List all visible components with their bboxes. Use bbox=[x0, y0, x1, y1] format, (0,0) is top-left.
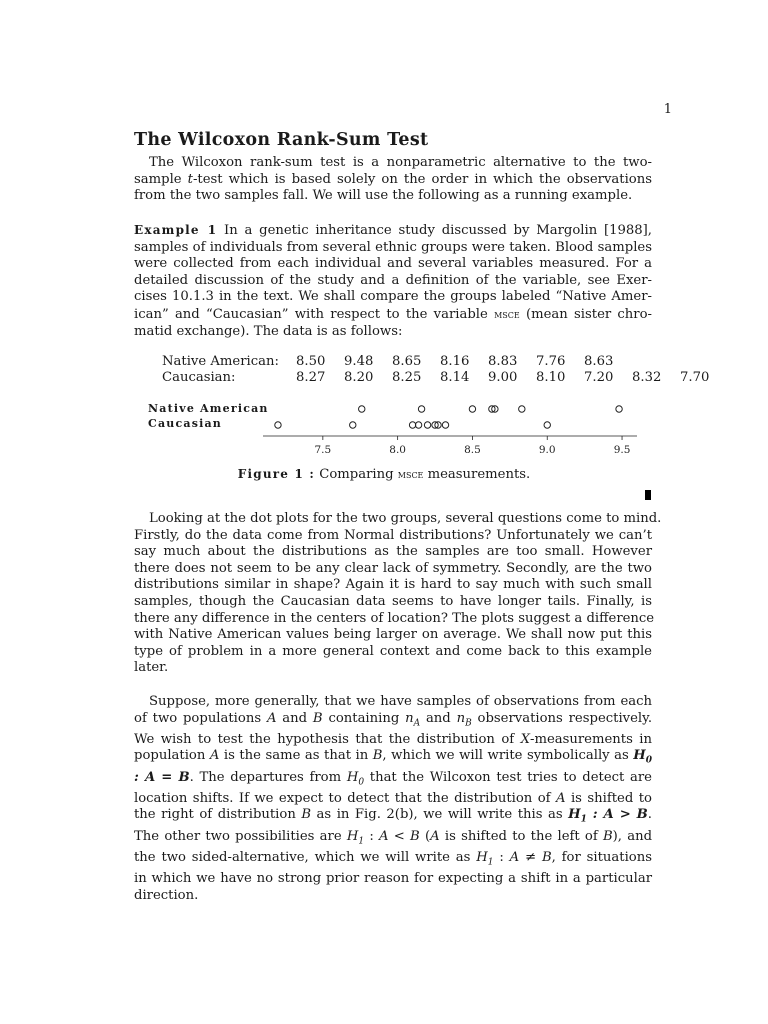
math-symbol: X bbox=[520, 731, 530, 747]
text-run: ican” and “Caucasian” with respect to the variable bbox=[134, 306, 495, 322]
data-table-row-label: Native American: bbox=[162, 354, 279, 369]
math-symbol: A bbox=[509, 849, 520, 865]
figure-caption bbox=[0, 467, 768, 482]
text-line bbox=[134, 791, 652, 808]
data-table-cell: 8.14 bbox=[440, 370, 470, 385]
text-run: cises 10.1.3 in the text. We shall compare the groups labeled “Native Amer- bbox=[134, 289, 652, 305]
caucasian-point bbox=[275, 422, 281, 428]
math-symbol: 1 bbox=[487, 857, 494, 868]
text-run: detailed discussion of the study and a definition of the variable, see Exer- bbox=[134, 272, 652, 288]
text-run: and bbox=[420, 710, 457, 726]
text-run: -measurements in bbox=[529, 731, 652, 747]
data-table-cell: 8.10 bbox=[536, 370, 566, 385]
text-run: Suppose, more generally, that we have samples of observations from each bbox=[149, 694, 652, 709]
figure-caption-smallcaps: msce bbox=[397, 467, 424, 481]
text-line bbox=[134, 289, 652, 306]
data-table-row-label: Caucasian: bbox=[162, 370, 236, 385]
data-table-cell: 7.70 bbox=[680, 370, 710, 385]
text-line bbox=[134, 807, 652, 828]
example-label: Example 1 bbox=[134, 223, 218, 237]
text-line bbox=[134, 577, 652, 594]
data-table bbox=[162, 354, 728, 386]
math-symbol: n bbox=[405, 710, 414, 726]
math-symbol: t bbox=[187, 171, 193, 187]
text-run: location shifts. If we expect to detect that the distribution of bbox=[134, 790, 556, 806]
dot-plots-discussion-paragraph bbox=[134, 511, 662, 677]
text-run: containing bbox=[322, 710, 406, 726]
x-axis-tick-label: 8.0 bbox=[389, 444, 406, 456]
text-line bbox=[134, 594, 652, 611]
data-table-cell: 8.16 bbox=[440, 354, 470, 369]
math-symbol: A bbox=[555, 790, 566, 806]
figure-caption-text-before: Comparing bbox=[315, 467, 398, 482]
data-table-cell: 7.20 bbox=[584, 370, 614, 385]
math-symbol: B bbox=[602, 828, 613, 844]
x-axis-tick-label: 8.5 bbox=[464, 444, 481, 456]
text-line bbox=[134, 222, 652, 240]
text-run: say much about the distributions as the samples are too small. However bbox=[134, 544, 652, 560]
text-run: that the Wilcoxon test tries to detect are bbox=[364, 769, 652, 785]
data-table-cell: 8.63 bbox=[584, 354, 614, 369]
data-table-cell: 8.65 bbox=[392, 354, 422, 369]
text-line bbox=[134, 610, 655, 628]
data-table-cell: 8.83 bbox=[488, 354, 518, 369]
data-table-cell: 9.48 bbox=[344, 354, 374, 369]
math-symbol: B bbox=[312, 710, 323, 726]
end-of-example-mark bbox=[645, 490, 651, 500]
text-run: ≠ bbox=[519, 849, 542, 865]
caucasian-point bbox=[350, 422, 356, 428]
text-run: Looking at the dot plots for the two groups, several questions come to mind. bbox=[149, 511, 662, 526]
section-title: The Wilcoxon Rank-Sum Test bbox=[134, 130, 429, 150]
math-symbol: 0 bbox=[645, 756, 652, 767]
math-symbol: 0 bbox=[358, 777, 365, 788]
math-symbol: B bbox=[465, 718, 472, 729]
text-run: later. bbox=[134, 660, 169, 676]
math-symbol: B bbox=[372, 748, 383, 764]
text-run: matid exchange). The data is as follows: bbox=[134, 323, 403, 339]
text-line bbox=[134, 155, 652, 172]
text-run: there any difference in the centers of location? The plots suggest a difference bbox=[134, 610, 655, 626]
data-table-row bbox=[162, 354, 728, 370]
text-run: : bbox=[364, 828, 379, 844]
text-line bbox=[134, 627, 652, 644]
text-line bbox=[134, 660, 652, 677]
native-american-point bbox=[359, 406, 365, 412]
math-symbol: B bbox=[410, 828, 420, 844]
text-run: were collected from each individual and several variables measured. For a bbox=[134, 256, 652, 272]
text-line bbox=[134, 888, 652, 905]
math-symbol: : A > B bbox=[586, 807, 648, 823]
data-table-cell: 8.32 bbox=[632, 370, 662, 385]
x-axis-tick-label: 9.0 bbox=[538, 444, 556, 456]
text-run: distributions similar in shape? Again it is hard to say much with such small bbox=[134, 577, 652, 593]
text-line bbox=[134, 256, 652, 273]
text-run: : bbox=[493, 849, 510, 865]
caucasian-point bbox=[442, 422, 448, 428]
math-symbol: H bbox=[568, 807, 581, 823]
native-american-point bbox=[616, 406, 622, 412]
text-run: . bbox=[647, 807, 652, 823]
caucasian-point bbox=[544, 422, 550, 428]
text-run: samples of individuals from several ethnic groups were taken. Blood samples bbox=[134, 239, 652, 255]
text-run: is shifted to bbox=[565, 790, 652, 806]
text-run: with Native American values being larger on average. We shall now put this bbox=[134, 627, 652, 643]
text-run: sample bbox=[134, 171, 188, 187]
math-symbol: H bbox=[476, 849, 488, 865]
text-run: direction. bbox=[134, 887, 199, 903]
text-line bbox=[134, 748, 652, 769]
text-line bbox=[134, 644, 652, 661]
text-run: We wish to test the hypothesis that the distribution of bbox=[134, 731, 521, 747]
text-run: population bbox=[134, 748, 210, 764]
data-table-cell: 8.25 bbox=[392, 370, 422, 385]
math-symbol: A bbox=[379, 828, 389, 844]
figure-caption-text-after: measurements. bbox=[423, 467, 531, 482]
dotplot-label-native-american: Native American bbox=[148, 402, 269, 415]
data-table-cell: 8.20 bbox=[344, 370, 374, 385]
text-run: in which we have no strong prior reason for expecting a shift in a particular bbox=[134, 871, 652, 887]
text-run: is the same as that in bbox=[219, 748, 373, 764]
text-run: there does not seem to be any clear lack of symmetry. Secondly, are the two bbox=[134, 560, 652, 576]
text-run: is shifted to the left of bbox=[439, 828, 603, 844]
math-symbol: B bbox=[541, 849, 552, 865]
text-run: of two populations bbox=[134, 710, 267, 726]
text-run: ( bbox=[419, 828, 431, 844]
text-run: samples, though the Caucasian data seems to have longer tails. Finally, is bbox=[134, 593, 652, 609]
text-line bbox=[134, 544, 652, 561]
text-line bbox=[134, 871, 652, 888]
text-run: The Wilcoxon rank-sum test is a nonparametric alternative to the two- bbox=[149, 155, 652, 170]
text-run: and bbox=[276, 710, 313, 726]
text-line bbox=[134, 273, 652, 290]
dot-plot-chart bbox=[0, 395, 768, 465]
native-american-point bbox=[519, 406, 525, 412]
dotplot-label-caucasian: Caucasian bbox=[148, 417, 223, 430]
text-line bbox=[134, 561, 652, 578]
text-run: type of problem in a more general context and come back to this example bbox=[134, 643, 652, 659]
math-symbol: 1 bbox=[580, 815, 587, 826]
text-run: . The departures from bbox=[189, 769, 347, 785]
math-symbol: H bbox=[346, 828, 359, 844]
text-line bbox=[134, 829, 652, 850]
math-symbol: H bbox=[633, 748, 646, 764]
text-line bbox=[134, 850, 652, 871]
intro-paragraph bbox=[134, 155, 652, 205]
math-symbol: n bbox=[456, 710, 466, 726]
caucasian-point bbox=[409, 422, 415, 428]
text-run: as in Fig. 2(b), we will write this as bbox=[311, 807, 569, 823]
text-run: , which we will write symbolically as bbox=[382, 748, 634, 764]
text-line bbox=[134, 694, 652, 711]
text-line bbox=[134, 511, 662, 528]
data-table-cell: 9.00 bbox=[488, 370, 518, 385]
text-run: the two sided-alternative, which we will write as bbox=[134, 849, 477, 865]
math-symbol: : A = B bbox=[134, 769, 190, 785]
x-axis-tick-label: 7.5 bbox=[314, 444, 332, 456]
text-run: Firstly, do the data come from Normal distributions? Unfortunately we can’t bbox=[134, 527, 652, 543]
native-american-point bbox=[469, 406, 475, 412]
data-table-cell: 7.76 bbox=[536, 354, 566, 369]
text-run: < bbox=[388, 828, 411, 844]
general-hypothesis-paragraph bbox=[134, 694, 652, 904]
text-run: -test which is based solely on the order in which the observations bbox=[192, 171, 652, 187]
text-run: the right of distribution bbox=[134, 807, 302, 823]
text-run: The other two possibilities are bbox=[134, 828, 347, 844]
example-1-paragraph bbox=[134, 222, 652, 340]
math-symbol: A bbox=[413, 718, 421, 729]
math-symbol: 1 bbox=[358, 836, 365, 847]
text-line bbox=[134, 711, 652, 732]
text-line bbox=[134, 770, 652, 791]
x-axis-tick-label: 9.5 bbox=[613, 444, 631, 456]
text-run: , for situations bbox=[551, 849, 653, 865]
math-symbol: msce bbox=[494, 306, 520, 321]
text-line bbox=[134, 324, 652, 341]
figure-caption-label: Figure 1 : bbox=[237, 467, 316, 481]
text-run: observations respectively. bbox=[471, 710, 653, 726]
math-symbol: B bbox=[301, 807, 312, 823]
text-line bbox=[134, 172, 652, 189]
math-symbol: A bbox=[266, 710, 277, 726]
math-symbol: A bbox=[430, 828, 440, 844]
text-line bbox=[134, 188, 652, 205]
text-line bbox=[134, 528, 652, 545]
text-line bbox=[134, 732, 652, 749]
native-american-point bbox=[418, 406, 424, 412]
text-run: In a genetic inheritance study discussed by Margolin [1988], bbox=[217, 223, 652, 238]
data-table-cell: 8.50 bbox=[296, 354, 326, 369]
text-run: ), and bbox=[612, 828, 653, 844]
data-table-cell: 8.27 bbox=[296, 370, 326, 385]
caucasian-point bbox=[424, 422, 430, 428]
math-symbol: A bbox=[209, 748, 220, 764]
text-line bbox=[134, 306, 652, 324]
text-run: from the two samples fall. We will use the following as a running example. bbox=[134, 188, 633, 204]
caucasian-point bbox=[415, 422, 421, 428]
data-table-row bbox=[162, 370, 728, 386]
math-symbol: H bbox=[346, 769, 359, 785]
text-run: (mean sister chro- bbox=[519, 306, 653, 322]
page-number: 1 bbox=[663, 102, 672, 117]
text-line bbox=[134, 240, 652, 257]
